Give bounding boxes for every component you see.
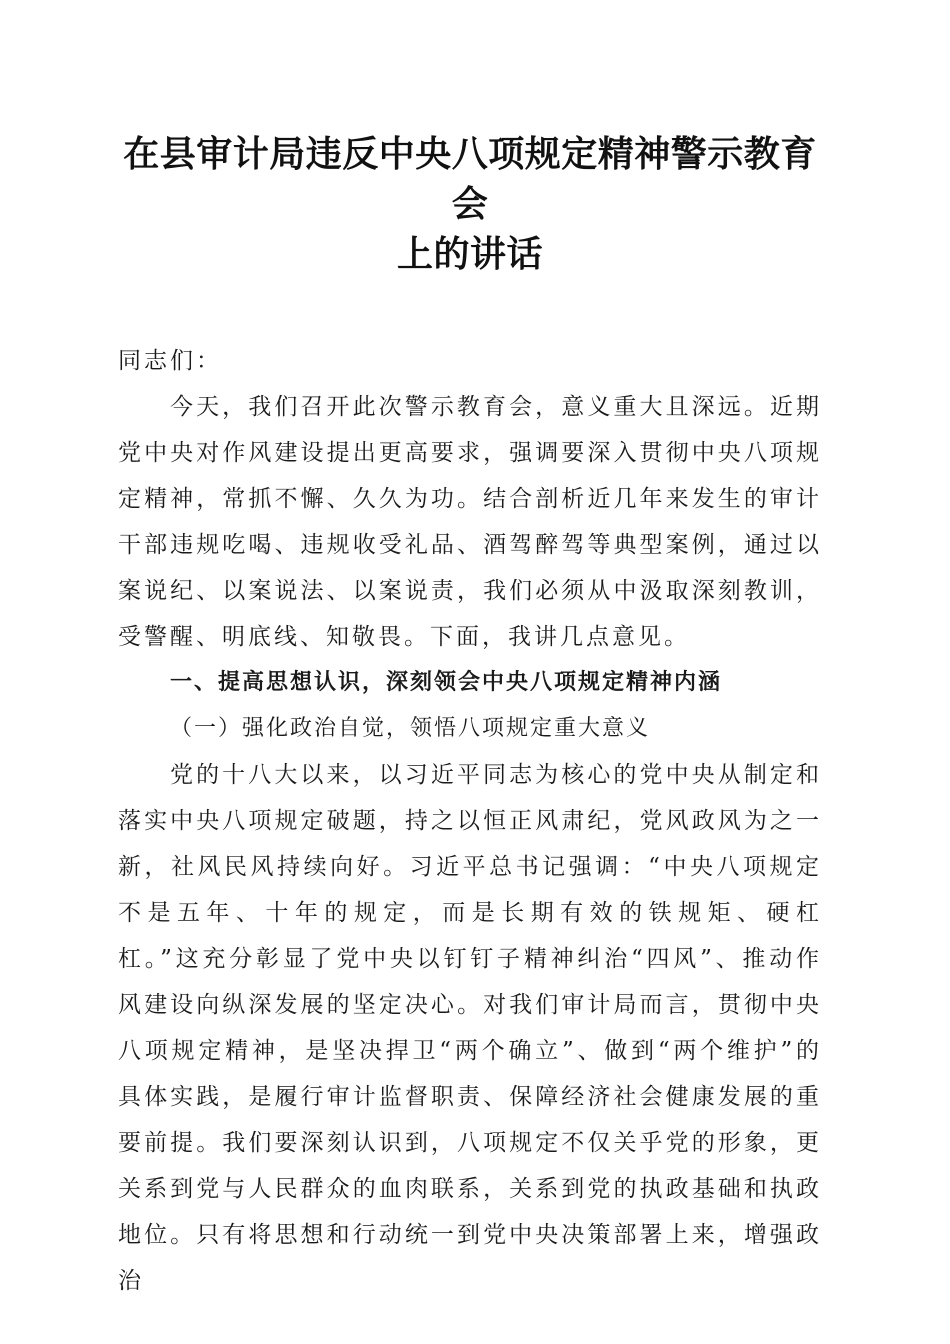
- section-heading-1: 一、提高思想认识，深刻领会中央八项规定精神内涵: [170, 670, 723, 695]
- title-line-1: 在县审计局违反中央八项规定精神警示教育会: [123, 134, 817, 225]
- document-page: [118, 130, 822, 1304]
- subsection-heading-1: （一）强化政治自觉，领悟八项规定重大意义: [170, 716, 651, 741]
- paragraph-section-1: 党的十八大以来，以习近平同志为核心的党中央从制定和落实中央八项规定破题，持之以恒正风肃纪，党风政风为之一新，社风民风持续向好。习近平总书记强调：“中央八项规定不是五年、十年的规定，而是长期有效的铁规矩、硬杠杠。”这充分彰显了党中央以钉钉子精神纠治“四风”、推动作风建设向纵深发展的坚定决心。对我们审计局而言，贯彻中央八项规定精神，是坚决捍卫“两个确立”、做到“两个维护”的具体实践，是履行审计监督职责、保障经济社会健康发展的重要前提。我们要深刻认识到，八项规定不仅关乎党的形象，更关系到党与人民群众的血肉联系，关系到党的执政基础和执政地位。只有将思想和行动统一到党中央决策部署上来，增强政治: [118, 762, 822, 1294]
- paragraph-intro: 今天，我们召开此次警示教育会，意义重大且深远。近期党中央对作风建设提出更高要求，强调要深入贯彻中央八项规定精神，常抓不懈、久久为功。结合剖析近几年来发生的审计干部违规吃喝、违规收受礼品、酒驾醉驾等典型案例，通过以案说纪、以案说法、以案说责，我们必须从中汲取深刻教训，受警醒、明底线、知敬畏。下面，我讲几点意见。: [118, 394, 822, 650]
- title-line-2: 上的讲话: [396, 234, 543, 275]
- document-body: [118, 338, 822, 1304]
- salutation: 同志们：: [118, 348, 222, 374]
- document-title: [118, 130, 822, 280]
